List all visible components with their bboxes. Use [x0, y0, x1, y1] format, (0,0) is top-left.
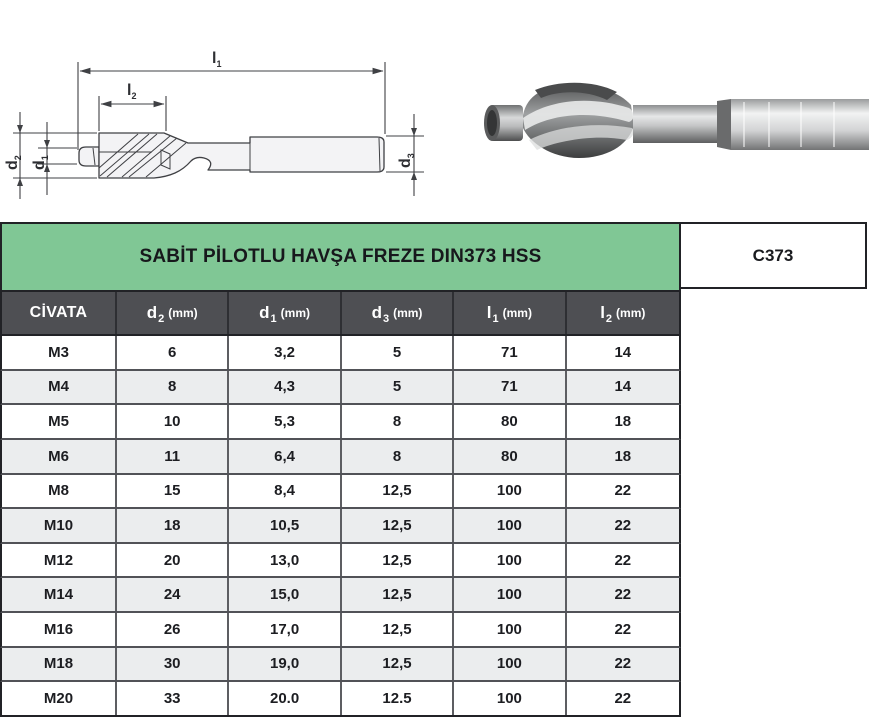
table-cell: 12,5 — [342, 475, 454, 508]
table-cell: M3 — [2, 336, 117, 369]
svg-text:d2: $d_2$ — [4, 155, 23, 170]
table-cell: 12,5 — [342, 648, 454, 681]
table-cell: 5 — [342, 371, 454, 404]
table-cell: 15,0 — [229, 578, 341, 611]
table-row — [0, 336, 681, 371]
column-header: l 2 (mm) — [600, 303, 646, 325]
table-title: SABİT PİLOTLU HAVŞA FREZE DIN373 HSS — [139, 246, 542, 267]
table-cell: 8,4 — [229, 475, 341, 508]
table-cell: M10 — [2, 509, 117, 542]
table-cell: 12,5 — [342, 578, 454, 611]
table-cell: 24 — [117, 578, 229, 611]
table-cell: 13,0 — [229, 544, 341, 577]
table-row — [0, 371, 681, 406]
column-header: d 2 (mm) — [117, 292, 229, 334]
table-row — [0, 578, 681, 613]
table-cell: 100 — [454, 544, 566, 577]
table-cell: 4,3 — [229, 371, 341, 404]
table-cell: 17,0 — [229, 613, 341, 646]
table-header-row — [0, 292, 681, 336]
table-row — [0, 544, 681, 579]
table-row — [0, 475, 681, 510]
table-cell: M18 — [2, 648, 117, 681]
column-header: CİVATA — [2, 292, 117, 334]
table-cell: 12,5 — [342, 544, 454, 577]
table-cell: M12 — [2, 544, 117, 577]
table-cell: 5,3 — [229, 405, 341, 438]
table-cell: 22 — [614, 551, 632, 569]
table-cell: 71 — [454, 336, 566, 369]
table-cell: 18 — [117, 509, 229, 542]
dim-label-d1 — [31, 155, 50, 170]
table-cell: 33 — [117, 682, 229, 715]
table-cell: 12,5 — [342, 509, 454, 542]
table-cell: 5 — [342, 336, 454, 369]
product-figures — [0, 0, 869, 222]
table-cell: 100 — [454, 578, 566, 611]
column-header: d 1 (mm) — [229, 292, 341, 334]
table-row — [0, 405, 681, 440]
table-cell: 26 — [117, 613, 229, 646]
table-cell: 8 — [117, 371, 229, 404]
table-cell: 80 — [454, 440, 566, 473]
table-cell: 15 — [117, 475, 229, 508]
dim-label-l2: $l_2$ — [127, 82, 137, 101]
table-cell: 22 — [614, 620, 632, 638]
technical-drawing — [0, 0, 450, 222]
table-cell: 22 — [614, 655, 632, 673]
dim-label-d2 — [4, 155, 23, 170]
table-cell: M20 — [2, 682, 117, 715]
product-code: C373 — [679, 222, 867, 289]
table-cell: 22 — [614, 516, 632, 534]
svg-text:d1: $d_1$ — [31, 155, 50, 170]
table-cell: M8 — [2, 475, 117, 508]
table-cell: 18 — [614, 447, 632, 465]
table-cell: 8 — [342, 440, 454, 473]
table-cell: 100 — [454, 648, 566, 681]
table-cell: 6,4 — [229, 440, 341, 473]
table-cell: M6 — [2, 440, 117, 473]
dim-label-l1: $l_1$ — [212, 50, 222, 69]
table-cell: 14 — [614, 343, 632, 361]
table-cell: 100 — [454, 682, 566, 715]
table-cell: M16 — [2, 613, 117, 646]
table-cell: 8 — [342, 405, 454, 438]
table-cell: 100 — [454, 475, 566, 508]
table-row — [0, 682, 681, 717]
photo-shaft — [633, 105, 717, 143]
product-photo — [439, 0, 869, 222]
table-cell: 100 — [454, 613, 566, 646]
table-row — [0, 648, 681, 683]
table-cell: 22 — [614, 586, 632, 604]
table-cell: 12,5 — [342, 613, 454, 646]
table-cell: M14 — [2, 578, 117, 611]
table-cell: 14 — [614, 378, 632, 396]
table-row — [0, 509, 681, 544]
svg-text:d3: $d_3$ — [397, 153, 416, 168]
table-cell: 20 — [117, 544, 229, 577]
table-cell: M4 — [2, 371, 117, 404]
dim-label-d3 — [397, 153, 416, 168]
table-cell: 30 — [117, 648, 229, 681]
title-row — [0, 222, 869, 292]
table-cell: 71 — [454, 371, 566, 404]
table-cell: 20.0 — [229, 682, 341, 715]
table-cell: 19,0 — [229, 648, 341, 681]
table-cell: 80 — [454, 405, 566, 438]
table-cell: 11 — [117, 440, 229, 473]
tool-outline — [79, 133, 384, 178]
table-cell: M5 — [2, 405, 117, 438]
table-cell: 22 — [614, 690, 632, 708]
table-cell: 6 — [117, 336, 229, 369]
table-cell: 10,5 — [229, 509, 341, 542]
table-cell: 100 — [454, 509, 566, 542]
table-row — [0, 440, 681, 475]
table-cell: 18 — [614, 413, 632, 431]
table-cell: 3,2 — [229, 336, 341, 369]
table-cell: 10 — [117, 405, 229, 438]
table-cell: 12.5 — [342, 682, 454, 715]
table-row — [0, 613, 681, 648]
column-header: d 3 (mm) — [342, 292, 454, 334]
column-header: l 1 (mm) — [454, 292, 566, 334]
table-title-cell — [0, 222, 681, 292]
table-body — [0, 336, 681, 717]
table-cell: 22 — [614, 482, 632, 500]
